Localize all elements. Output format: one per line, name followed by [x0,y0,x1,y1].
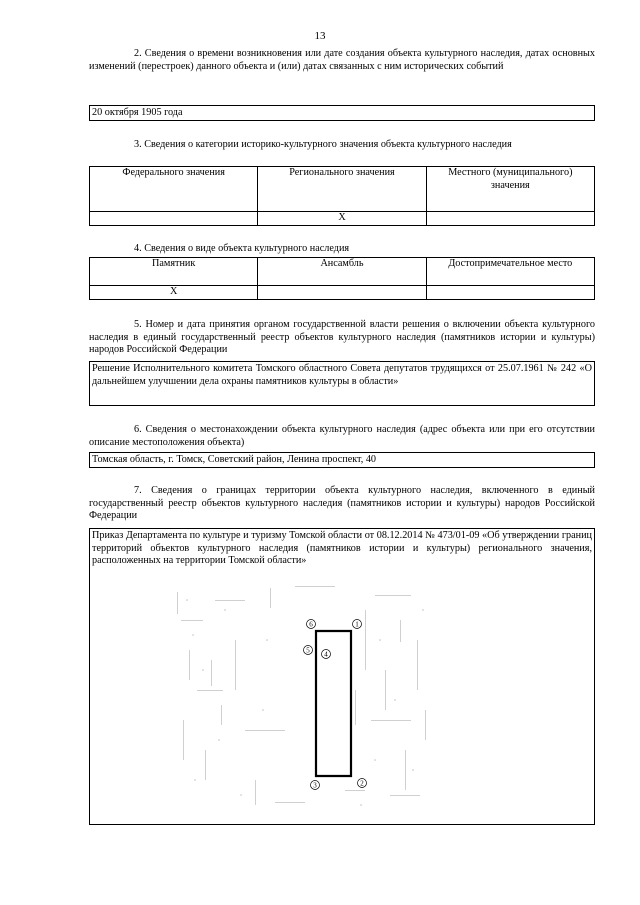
category-table [89,166,595,226]
type-table [89,257,595,300]
section-5-value: Решение Исполнительного комитета Томского областного Совета депутатов трудящихся от 25.07.1961 № 242 «О дальнейшем улучшении дела охраны памятников культуры в области» [89,361,595,406]
point-label-4: 4 [324,650,328,659]
type-mark-ensemble [258,286,426,300]
category-mark-federal [90,212,258,226]
section-7-value: Приказ Департамента по культуре и туризму Томской области от 08.12.2014 № 473/01-09 «Об утверждении границ территорий объектов культурного наследия (памятников истории и культуры) регионального значения, расположенных на территории Томской области» [92,530,592,567]
category-mark-local [426,212,594,226]
boundary-polygon [316,631,351,776]
boundary-point-3 [311,781,320,790]
type-col-monument: Памятник [90,258,258,286]
section-7-heading [89,485,595,523]
section-6-heading [89,424,595,449]
section-4-heading [89,243,595,256]
section-2-value: 20 октября 1905 года [89,105,595,121]
category-col-local: Местного (муниципального) значения [426,167,594,212]
section-7-heading-text: 7. Сведения о границах территории объекта культурного наследия, включенного в единый государственный реестр объектов культурного наследия (памятников истории и культуры) народов Российской Федерации [89,485,595,522]
type-mark-monument: X [90,286,258,300]
section-5-heading-text: 5. Номер и дата принятия органом государственной власти решения о включении объекта культурного наследия в единый государственный реестр объектов культурного наследия (памятников истории и культуры) народов Российской Федерации [89,319,595,356]
point-label-3: 3 [313,781,317,790]
type-mark-landmark [426,286,594,300]
boundary-point-4 [322,650,331,659]
boundary-map [175,580,435,815]
type-col-landmark: Достопримечательное место [426,258,594,286]
page-number: 13 [314,30,326,42]
section-5-heading [89,319,595,357]
map-background [177,586,426,805]
boundary-point-2 [358,779,367,788]
point-label-5: 5 [306,646,310,655]
section-3-heading-text: 3. Сведения о категории историко-культурного значения объекта культурного наследия [134,139,512,150]
section-6-heading-text: 6. Сведения о местонахождении объекта культурного наследия (адрес объекта или при его отсутствии описание местоположения объекта) [89,424,595,448]
category-col-regional: Регионального значения [258,167,426,212]
section-3-heading [89,139,595,152]
type-col-ensemble: Ансамбль [258,258,426,286]
section-6-value: Томская область, г. Томск, Советский район, Ленина проспект, 40 [89,452,595,468]
section-4-heading-text: 4. Сведения о виде объекта культурного наследия [134,243,350,254]
section-2-heading [89,48,595,73]
boundary-point-6 [307,620,316,629]
category-col-federal: Федерального значения [90,167,258,212]
point-label-6: 6 [309,620,313,629]
map-dots [186,599,424,806]
section-2-heading-text: 2. Сведения о времени возникновения или дате создания объекта культурного наследия, датах основных изменений (перестроек) данного объекта и (или) датах связанных с ним исторических событий [89,48,595,72]
point-label-2: 2 [360,779,364,788]
boundary-point-1 [353,620,362,629]
category-mark-regional: X [258,212,426,226]
point-label-1: 1 [355,620,359,629]
boundary-point-5 [304,646,313,655]
